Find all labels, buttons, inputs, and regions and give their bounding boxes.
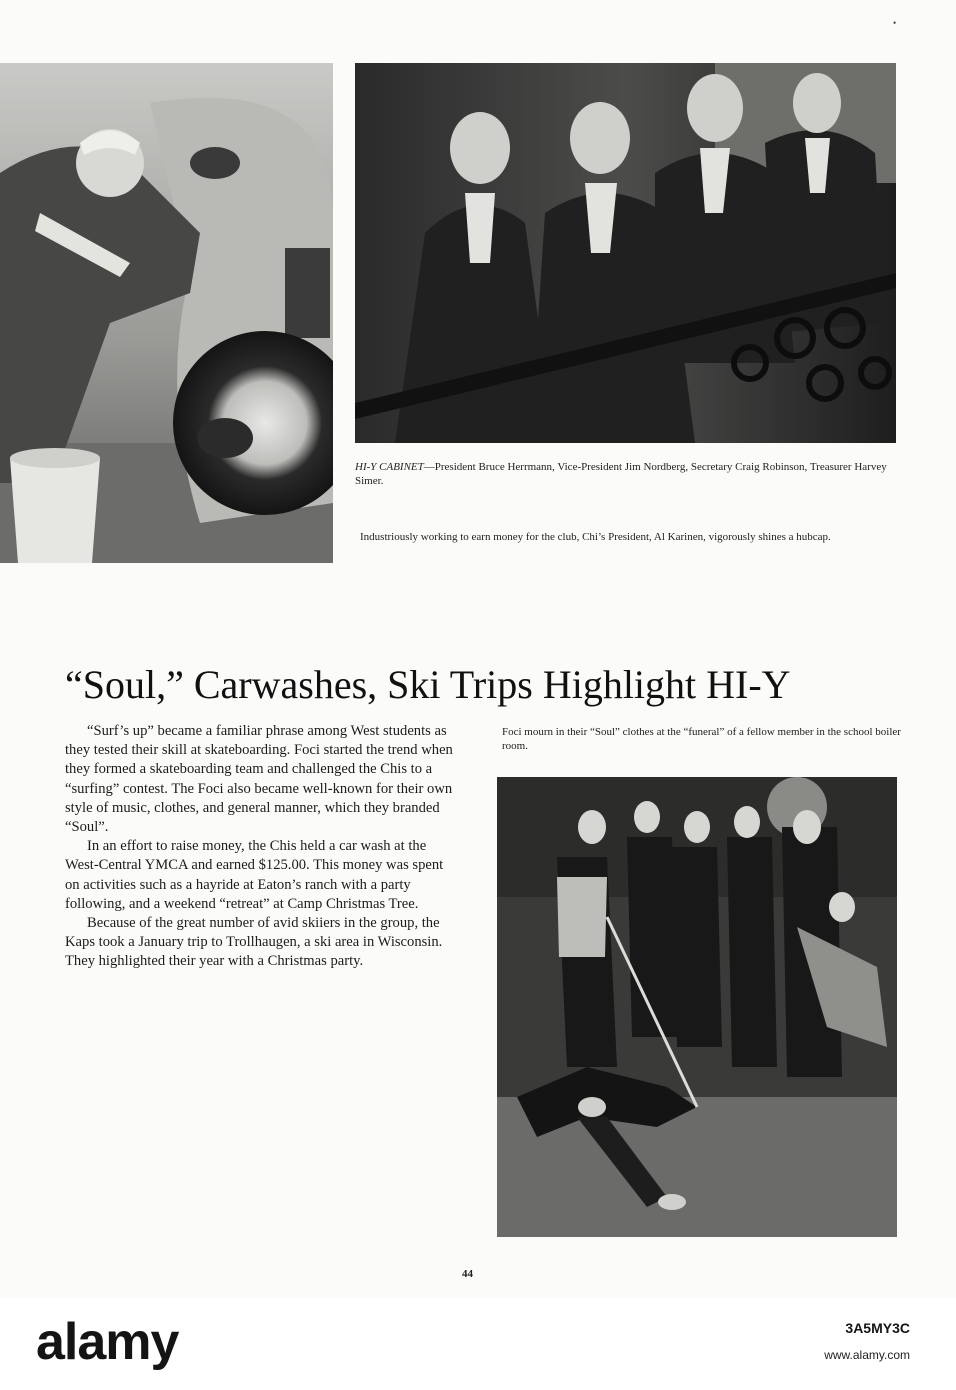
alamy-logo: alamy (36, 1313, 179, 1371)
watermark-url: www.alamy.com (824, 1348, 910, 1362)
body-paragraph: In an effort to raise money, the Chis held a car wash at the West-Central YMCA and earned $125.00. This money was spent on activities such as a hayride at Eaton’s ranch with a party following, and a weekend “retreat” at Camp Christmas Tree. (65, 838, 444, 912)
page-headline: “Soul,” Carwashes, Ski Trips Highlight HI-Y (65, 662, 791, 707)
funeral-photo (497, 777, 897, 1237)
carwash-photo (0, 63, 333, 563)
body-paragraph: “Surf’s up” became a familiar phrase among West students as they tested their skill at skateboarding. Foci started the trend when they formed a skateboarding team and challenged the Chis to a “surfing” contest. The Foci also became well-known for their own style of music, clothes, and general manner, which they branded “Soul”. (65, 723, 453, 836)
cabinet-caption-lead: HI-Y CABINET (355, 461, 424, 473)
body-paragraph: Because of the great number of avid skiiers in the group, the Kaps took a January trip to Trollhaugen, a ski area in Wisconsin. They highlighted their year with a Christmas party. (65, 915, 443, 970)
stock-watermark-banner (0, 1298, 956, 1390)
cabinet-caption-text: —President Bruce Herrmann, Vice-President Jim Nordberg, Secretary Craig Robinson, Treasurer Harvey Simer. (355, 461, 887, 487)
article-body (65, 722, 460, 972)
cabinet-photo (355, 63, 896, 443)
corner-mark: • (893, 18, 897, 28)
cabinet-caption (355, 460, 900, 488)
image-code: 3A5MY3C (845, 1320, 910, 1336)
page-number: 44 (462, 1268, 473, 1280)
carwash-caption: Industriously working to earn money for the club, Chi’s President, Al Karinen, vigorously shines a hubcap. (360, 531, 831, 543)
funeral-caption: Foci mourn in their “Soul” clothes at the “funeral” of a fellow member in the school boiler room. (502, 726, 901, 752)
